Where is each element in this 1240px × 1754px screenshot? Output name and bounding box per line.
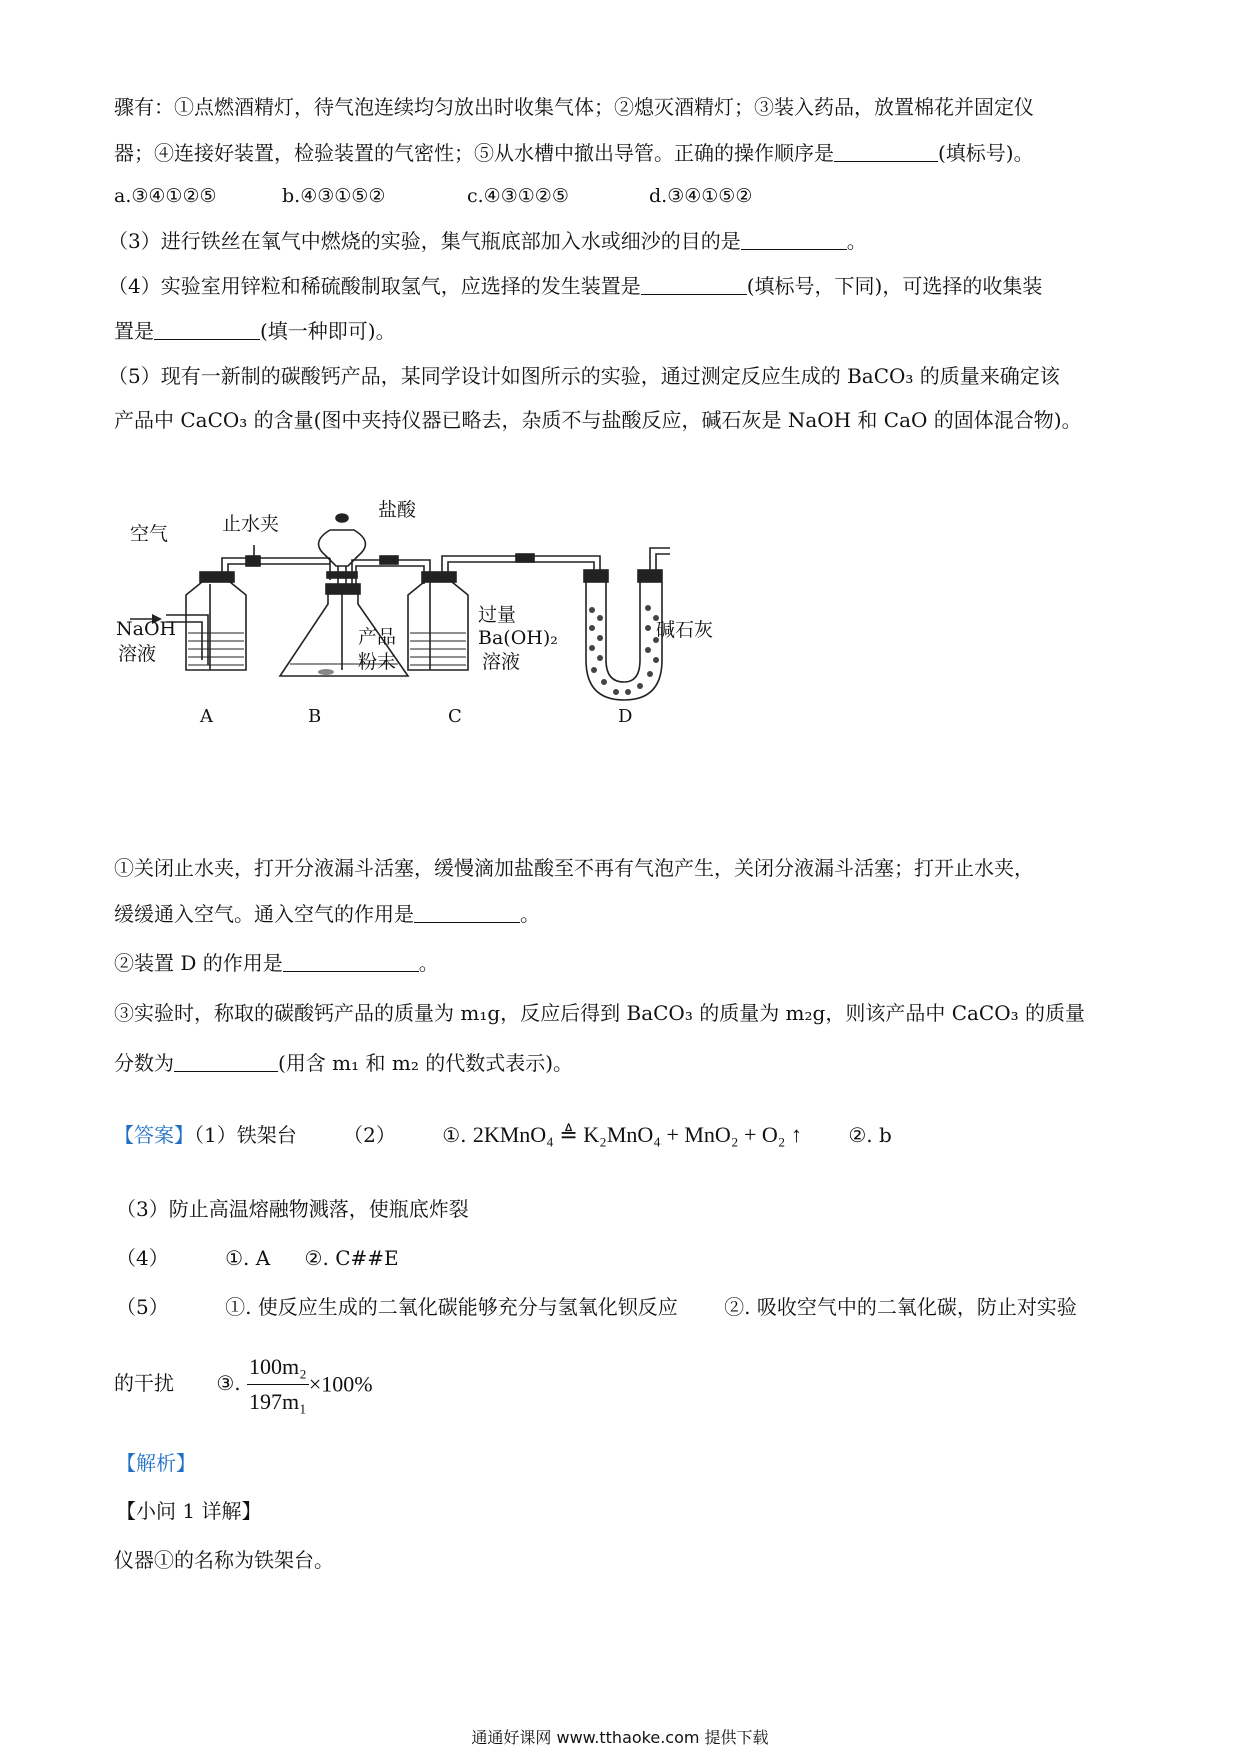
answer-1: （1）铁架台 bbox=[194, 1123, 297, 1147]
sub3-line2 bbox=[114, 1050, 573, 1076]
q5-line2: 产品中 CaCO₃ 的含量(图中夹持仪器已略去，杂质不与盐酸反应，碱石灰是 NaOH 和 CaO 的固体混合物)。 bbox=[114, 408, 1082, 432]
apparatus-diagram bbox=[116, 499, 810, 830]
fraction-denominator: 197m₁ bbox=[249, 1389, 307, 1414]
answer-5-label: （5） bbox=[116, 1295, 169, 1319]
q2-tail: (填标号)。 bbox=[938, 141, 1034, 165]
sub3-tail: (用含 m₁ 和 m₂ 的代数式表示)。 bbox=[278, 1051, 573, 1075]
answer-blank bbox=[154, 321, 260, 340]
label-a: A bbox=[200, 706, 213, 727]
answer-5-1: ①. 使反应生成的二氧化碳能够充分与氢氧化钡反应 bbox=[225, 1295, 678, 1319]
option-b: b.④③①⑤② bbox=[282, 185, 386, 207]
label-baoh-1: 过量 bbox=[478, 604, 517, 626]
sub2-tail: 。 bbox=[418, 951, 439, 975]
u-tube-d bbox=[586, 582, 662, 700]
answer-tag: 【答案】 bbox=[114, 1123, 194, 1147]
q4-tail2: (填一种即可)。 bbox=[260, 319, 396, 343]
label-naoh-1: NaOH bbox=[116, 618, 177, 640]
answer-2-b: ②. b bbox=[848, 1123, 892, 1147]
label-product-2: 粉末 bbox=[358, 651, 397, 673]
q2-line1: 骤有：①点燃酒精灯，待气泡连续均匀放出时收集气体；②熄灭酒精灯；③装入药品，放置棉花并固定仪 bbox=[114, 95, 1034, 119]
q3-line bbox=[108, 228, 867, 254]
q5-line1: （5）现有一新制的碳酸钙产品，某同学设计如图所示的实验，通过测定反应生成的 BaCO₃ 的质量来确定该 bbox=[108, 364, 1060, 388]
answer-5-3: ③. bbox=[216, 1371, 241, 1395]
answer-5-cont: 的干扰 bbox=[114, 1371, 174, 1395]
answer-2-label: （2） bbox=[343, 1123, 396, 1147]
answer-blank bbox=[741, 231, 847, 250]
q4-text: （4）实验室用锌粒和稀硫酸制取氢气，应选择的发生装置是 bbox=[108, 274, 641, 298]
answer-4-label: （4） bbox=[116, 1246, 169, 1270]
label-baoh-3: 溶液 bbox=[482, 651, 521, 673]
answer-blank bbox=[283, 953, 419, 972]
sub1-text: 缓缓通入空气。通入空气的作用是 bbox=[114, 902, 414, 926]
sub3-line1: ③实验时，称取的碳酸钙产品的质量为 m₁g，反应后得到 BaCO₃ 的质量为 m₂g，则该产品中 CaCO₃ 的质量 bbox=[114, 1001, 1085, 1025]
analysis-text: 仪器①的名称为铁架台。 bbox=[114, 1548, 334, 1572]
option-d: d.③④①⑤② bbox=[649, 185, 753, 207]
label-product-1: 产品 bbox=[358, 626, 397, 648]
sub3-text: 分数为 bbox=[114, 1051, 174, 1075]
bottle-a-stopper bbox=[200, 572, 234, 582]
analysis-tag: 【解析】 bbox=[116, 1451, 196, 1475]
fraction-tail: ×100% bbox=[308, 1371, 373, 1397]
answer-line-5b bbox=[114, 1352, 373, 1417]
label-naoh-2: 溶液 bbox=[118, 643, 157, 665]
q3-tail: 。 bbox=[846, 229, 867, 253]
answer-blank bbox=[414, 904, 520, 923]
answer-2-eq-num: ①. bbox=[442, 1123, 467, 1147]
label-baoh-2: Ba(OH)₂ bbox=[478, 627, 558, 649]
q4-line2 bbox=[114, 318, 396, 344]
answer-blank bbox=[174, 1053, 278, 1072]
label-air: 空气 bbox=[130, 523, 169, 545]
q2-line2 bbox=[114, 140, 1034, 166]
sub1-tail: 。 bbox=[520, 902, 540, 926]
answer-4-2: ②. C##E bbox=[304, 1246, 399, 1270]
q2-options bbox=[114, 183, 752, 209]
answer-line-1 bbox=[114, 1122, 892, 1148]
q4-line1 bbox=[108, 273, 1042, 299]
label-clamp: 止水夹 bbox=[222, 513, 280, 535]
q4-text2: 置是 bbox=[114, 319, 154, 343]
equation: 2KMnO₄ ≜ K₂MnO₄ + MnO₂ + O₂ ↑ bbox=[472, 1122, 802, 1147]
page-footer: 通通好课网 www.tthaoke.com 提供下载 bbox=[471, 1728, 769, 1747]
q2-text: 器；④连接好装置，检验装置的气密性；⑤从水槽中撤出导管。正确的操作顺序是 bbox=[114, 141, 834, 165]
sub2-text: ②装置 D 的作用是 bbox=[114, 951, 283, 975]
answer-blank bbox=[834, 143, 938, 162]
answer-5-2: ②. 吸收空气中的二氧化碳，防止对实验 bbox=[724, 1295, 1077, 1319]
option-c: c.④③①②⑤ bbox=[467, 185, 569, 207]
fraction-numerator: 100m₂ bbox=[247, 1352, 309, 1385]
fraction bbox=[247, 1352, 309, 1417]
answer-4-1: ①. A bbox=[225, 1246, 271, 1270]
label-c: C bbox=[448, 706, 462, 727]
sub1-line2 bbox=[114, 901, 540, 927]
answer-line-4 bbox=[116, 1245, 399, 1271]
analysis-subtitle: 【小问 1 详解】 bbox=[116, 1499, 262, 1523]
label-acid: 盐酸 bbox=[378, 499, 417, 521]
q4-tail: (填标号，下同)，可选择的收集装 bbox=[746, 274, 1043, 298]
sub1-line1: ①关闭止水夹，打开分液漏斗活塞，缓慢滴加盐酸至不再有气泡产生，关闭分液漏斗活塞；打开止水夹， bbox=[114, 856, 1034, 880]
label-d: D bbox=[618, 706, 633, 727]
label-b: B bbox=[308, 706, 322, 727]
sub2-line bbox=[114, 950, 439, 976]
answer-blank bbox=[641, 276, 747, 295]
q3-text: （3）进行铁丝在氧气中燃烧的实验，集气瓶底部加入水或细沙的目的是 bbox=[108, 229, 741, 253]
label-soda-lime: 碱石灰 bbox=[656, 619, 714, 641]
option-a: a.③④①②⑤ bbox=[114, 185, 217, 207]
answer-line-5 bbox=[116, 1294, 1077, 1320]
answer-3: （3）防止高温熔融物溅落，使瓶底炸裂 bbox=[116, 1197, 469, 1221]
stop-clamp bbox=[246, 556, 260, 566]
